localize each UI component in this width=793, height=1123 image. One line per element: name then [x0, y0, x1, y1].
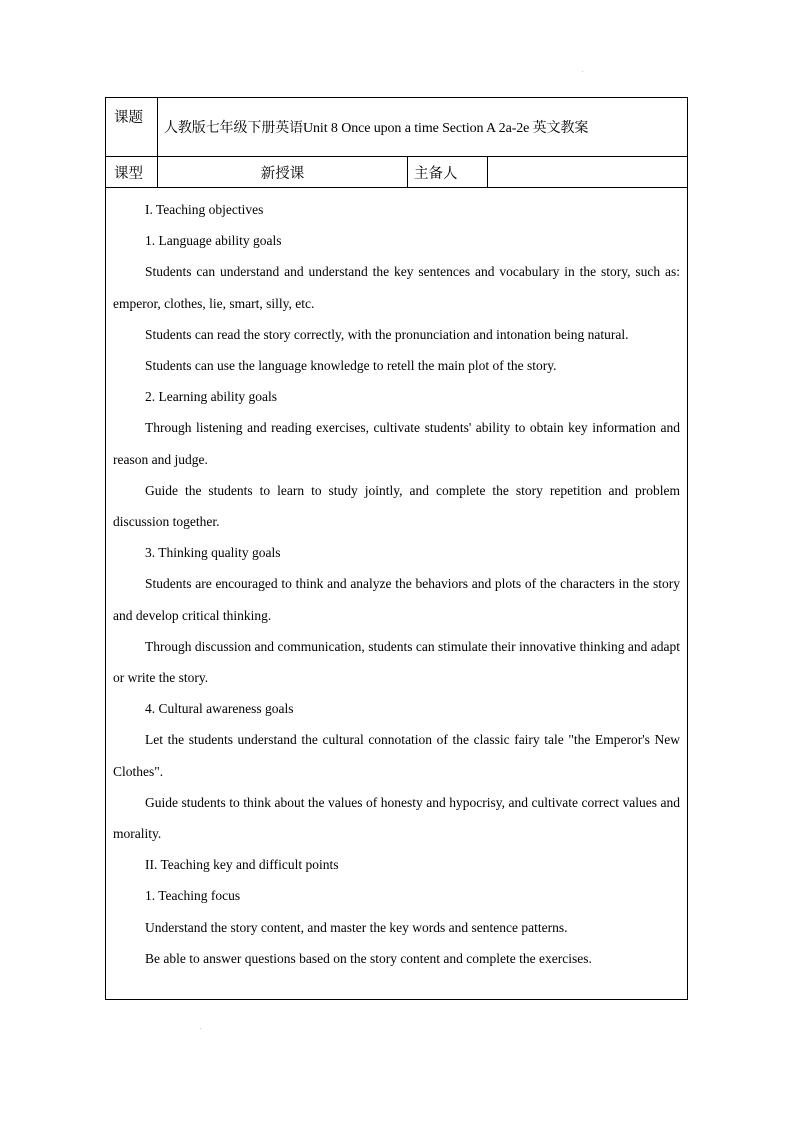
content-container	[113, 194, 680, 974]
lesson-type-label: 课型	[106, 157, 158, 188]
page-mark	[582, 71, 583, 72]
paragraph: Guide the students to learn to study jointly, and complete the story repetition and problem discussion together.	[113, 482, 680, 530]
title-row	[106, 98, 688, 157]
section-heading: 1. Language ability goals	[145, 233, 282, 249]
paragraph: Through listening and reading exercises, cultivate students' ability to obtain key information and reason and judge.	[113, 420, 680, 467]
paragraph: Guide students to think about the values of honesty and hypocrisy, and cultivate correct values and morality.	[113, 794, 680, 842]
section-heading: 4. Cultural awareness goals	[145, 701, 294, 717]
objectives-content	[106, 188, 688, 1000]
paragraph: Students are encouraged to think and analyze the behaviors and plots of the characters in the story and develop critical thinking.	[113, 576, 680, 623]
section-heading: II. Teaching key and difficult points	[145, 857, 339, 873]
type-row	[106, 157, 688, 188]
lesson-title: 人教版七年级下册英语Unit 8 Once upon a time Section A 2a-2e 英文教案	[158, 98, 688, 157]
preparer-label: 主备人	[408, 157, 488, 188]
page-mark	[200, 1028, 201, 1029]
paragraph: Let the students understand the cultural connotation of the classic fairy tale "the Emperor's New Clothes".	[113, 732, 680, 779]
section-heading: I. Teaching objectives	[145, 202, 264, 217]
preparer-value	[488, 157, 688, 188]
paragraph: Students can use the language knowledge to retell the main plot of the story.	[145, 358, 557, 374]
section-heading: 3. Thinking quality goals	[145, 545, 281, 561]
section-heading: 2. Learning ability goals	[145, 389, 277, 405]
paragraph: Students can read the story correctly, with the pronunciation and intonation being natural.	[145, 326, 629, 342]
paragraph: Students can understand and understand the key sentences and vocabulary in the story, such as: emperor, clothes, lie, smart, silly, etc.	[113, 264, 680, 311]
lesson-type-value: 新授课	[158, 157, 408, 188]
lesson-plan-table	[105, 97, 688, 1000]
paragraph: Through discussion and communication, students can stimulate their innovative thinking and adapt or write the story.	[113, 638, 680, 686]
content-row	[106, 188, 688, 1000]
section-heading: 1. Teaching focus	[145, 888, 241, 904]
paragraph: Understand the story content, and master the key words and sentence patterns.	[145, 919, 568, 935]
title-label: 课题	[106, 98, 158, 157]
paragraph: Be able to answer questions based on the story content and complete the exercises.	[145, 950, 592, 966]
